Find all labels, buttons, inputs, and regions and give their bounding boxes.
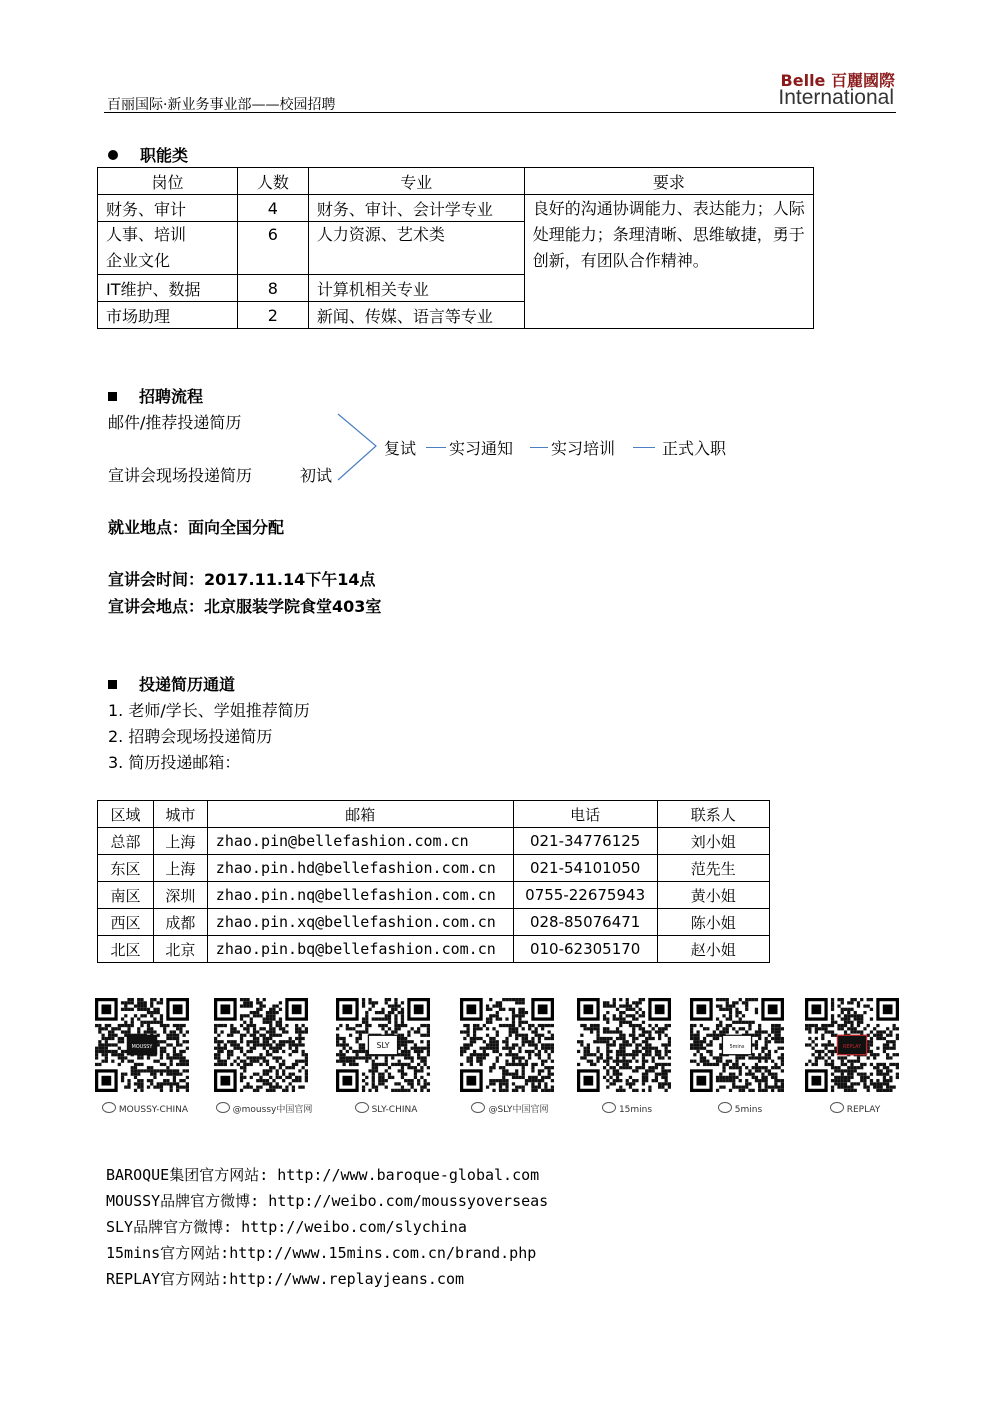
bullet-icon (108, 392, 117, 401)
jobs-table (97, 167, 814, 329)
weibo-icon (216, 1102, 230, 1113)
qr-code-icon[interactable] (336, 998, 430, 1092)
region-cell: 东区 (98, 855, 154, 882)
table-row (98, 882, 770, 909)
wechat-icon (602, 1102, 616, 1113)
seminar-time: 宣讲会时间：2017.11.14下午14点 (108, 570, 376, 589)
logo-cn: 百麗國際 (830, 71, 895, 90)
channel-item: 2. 招聘会现场投递简历 (108, 727, 273, 746)
qr-label: SLY-CHINA (336, 1102, 436, 1115)
city-cell: 北京 (153, 936, 207, 963)
qr-block-moussy (95, 998, 195, 1115)
email-link[interactable]: zhao.pin.hd@bellefashion.com.cn (207, 855, 513, 882)
table-row (98, 855, 770, 882)
seminar-venue: 宣讲会地点：北京服装学院食堂403室 (108, 597, 382, 616)
process-step-final: 正式入职 (662, 439, 727, 458)
email-link[interactable]: zhao.pin.nq@bellefashion.com.cn (207, 882, 513, 909)
process-step-first: 初试 (300, 466, 333, 485)
process-source-seminar: 宣讲会现场投递简历 (108, 466, 253, 485)
header-divider (104, 112, 896, 113)
link-sly-weibo[interactable]: SLY品牌官方微博: http://weibo.com/slychina (106, 1218, 467, 1236)
region-cell: 总部 (98, 828, 154, 855)
person-cell: 赵小姐 (657, 936, 769, 963)
email-link[interactable]: zhao.pin@bellefashion.com.cn (207, 828, 513, 855)
phone-cell: 021-34776125 (513, 828, 657, 855)
col-header: 岗位 (98, 168, 238, 195)
col-header: 电话 (513, 801, 657, 828)
wechat-icon (355, 1102, 369, 1113)
qr-block-replay (805, 998, 905, 1115)
weibo-icon (471, 1102, 485, 1113)
region-cell: 西区 (98, 909, 154, 936)
requirement-cell: 良好的沟通协调能力、表达能力；人际处理能力；条理清晰、思维敏捷，勇于创新，有团队合作精神。 (524, 195, 813, 329)
channels-heading: 投递简历通道 (108, 672, 235, 695)
phone-cell: 028-85076471 (513, 909, 657, 936)
logo-brand: Belle (780, 71, 826, 90)
qr-code-icon[interactable] (214, 998, 308, 1092)
count-cell: 4 (237, 195, 308, 222)
count-cell: 2 (237, 302, 308, 329)
count-cell: 6 (237, 222, 308, 275)
phone-cell: 0755-22675943 (513, 882, 657, 909)
qr-center-logo: 5mins (729, 1043, 745, 1050)
position-cell: 市场助理 (98, 302, 238, 329)
qr-center-logo: REPLAY (842, 1043, 862, 1050)
table-row (98, 195, 814, 222)
qr-label: 15mins (577, 1102, 677, 1115)
qr-block-sly-weibo (460, 998, 560, 1115)
qr-label: MOUSSY-CHINA (95, 1102, 195, 1115)
phone-cell: 021-54101050 (513, 855, 657, 882)
link-15mins[interactable]: 15mins官方网站:http://www.15mins.com.cn/brand.php (106, 1244, 537, 1262)
bullet-icon (108, 680, 117, 689)
table-header-row (98, 168, 814, 195)
jobs-heading: 职能类 (108, 143, 188, 166)
major-cell: 新闻、传媒、语言等专业 (308, 302, 524, 329)
qr-code-icon[interactable] (460, 998, 554, 1092)
table-header-row (98, 801, 770, 828)
bullet-icon (108, 150, 118, 160)
phone-cell: 010-62305170 (513, 936, 657, 963)
col-header: 区域 (98, 801, 154, 828)
email-link[interactable]: zhao.pin.bq@bellefashion.com.cn (207, 936, 513, 963)
channel-item: 1. 老师/学长、学姐推荐简历 (108, 701, 310, 720)
col-header: 人数 (237, 168, 308, 195)
process-step-re: 复试 (384, 439, 417, 458)
city-cell: 上海 (153, 855, 207, 882)
position-cell: 人事、培训 企业文化 (98, 222, 238, 275)
position-cell: IT维护、数据 (98, 275, 238, 302)
person-cell: 刘小姐 (657, 828, 769, 855)
person-cell: 陈小姐 (657, 909, 769, 936)
process-source-email: 邮件/推荐投递简历 (108, 413, 242, 432)
major-cell: 财务、审计、会计学专业 (308, 195, 524, 222)
region-cell: 北区 (98, 936, 154, 963)
contacts-table (97, 800, 770, 963)
qr-block-5mins (690, 998, 790, 1115)
process-heading: 招聘流程 (108, 384, 203, 407)
qr-label: REPLAY (805, 1102, 905, 1115)
person-cell: 范先生 (657, 855, 769, 882)
link-moussy-weibo[interactable]: MOUSSY品牌官方微博: http://weibo.com/moussyoverseas (106, 1192, 549, 1210)
qr-center-logo: MOUSSY (131, 1043, 153, 1050)
qr-label: @SLY中国官网 (460, 1102, 560, 1115)
qr-block-15mins (577, 998, 677, 1115)
count-cell: 8 (237, 275, 308, 302)
logo-en: International (778, 86, 894, 109)
work-location: 就业地点：面向全国分配 (108, 518, 285, 537)
process-branch-arrow (336, 412, 380, 484)
col-header: 邮箱 (207, 801, 513, 828)
channel-item: 3. 简历投递邮箱： (108, 753, 241, 772)
qr-code-icon[interactable] (95, 998, 189, 1092)
link-replay[interactable]: REPLAY官方网站:http://www.replayjeans.com (106, 1270, 465, 1288)
process-step-notice: 实习通知 (449, 439, 514, 458)
qr-block-sly (336, 998, 436, 1115)
qr-label: @moussy中国官网 (214, 1102, 314, 1115)
col-header: 专业 (308, 168, 524, 195)
col-header: 要求 (524, 168, 813, 195)
process-connector (530, 447, 548, 448)
table-row (98, 936, 770, 963)
qr-center-logo: SLY (376, 1040, 390, 1050)
table-row (98, 828, 770, 855)
table-row (98, 909, 770, 936)
qr-block-moussy-weibo (214, 998, 314, 1115)
qr-code-icon[interactable] (577, 998, 671, 1092)
major-cell: 计算机相关专业 (308, 275, 524, 302)
email-link[interactable]: zhao.pin.xq@bellefashion.com.cn (207, 909, 513, 936)
col-header: 联系人 (657, 801, 769, 828)
process-connector (426, 447, 446, 448)
position-cell: 财务、审计 (98, 195, 238, 222)
region-cell: 南区 (98, 882, 154, 909)
qr-code-icon[interactable] (690, 998, 784, 1092)
link-baroque[interactable]: BAROQUE集团官方网站: http://www.baroque-global.com (106, 1166, 540, 1184)
city-cell: 成都 (153, 909, 207, 936)
qr-code-icon[interactable] (805, 998, 899, 1092)
wechat-icon (830, 1102, 844, 1113)
person-cell: 黄小姐 (657, 882, 769, 909)
city-cell: 上海 (153, 828, 207, 855)
weibo-icon (718, 1102, 732, 1113)
col-header: 城市 (153, 801, 207, 828)
qr-label: 5mins (690, 1102, 790, 1115)
process-step-training: 实习培训 (551, 439, 616, 458)
wechat-icon (102, 1102, 116, 1113)
process-connector (633, 447, 655, 448)
city-cell: 深圳 (153, 882, 207, 909)
header-title: 百丽国际·新业务事业部——校园招聘 (107, 97, 336, 113)
major-cell: 人力资源、艺术类 (308, 222, 524, 275)
